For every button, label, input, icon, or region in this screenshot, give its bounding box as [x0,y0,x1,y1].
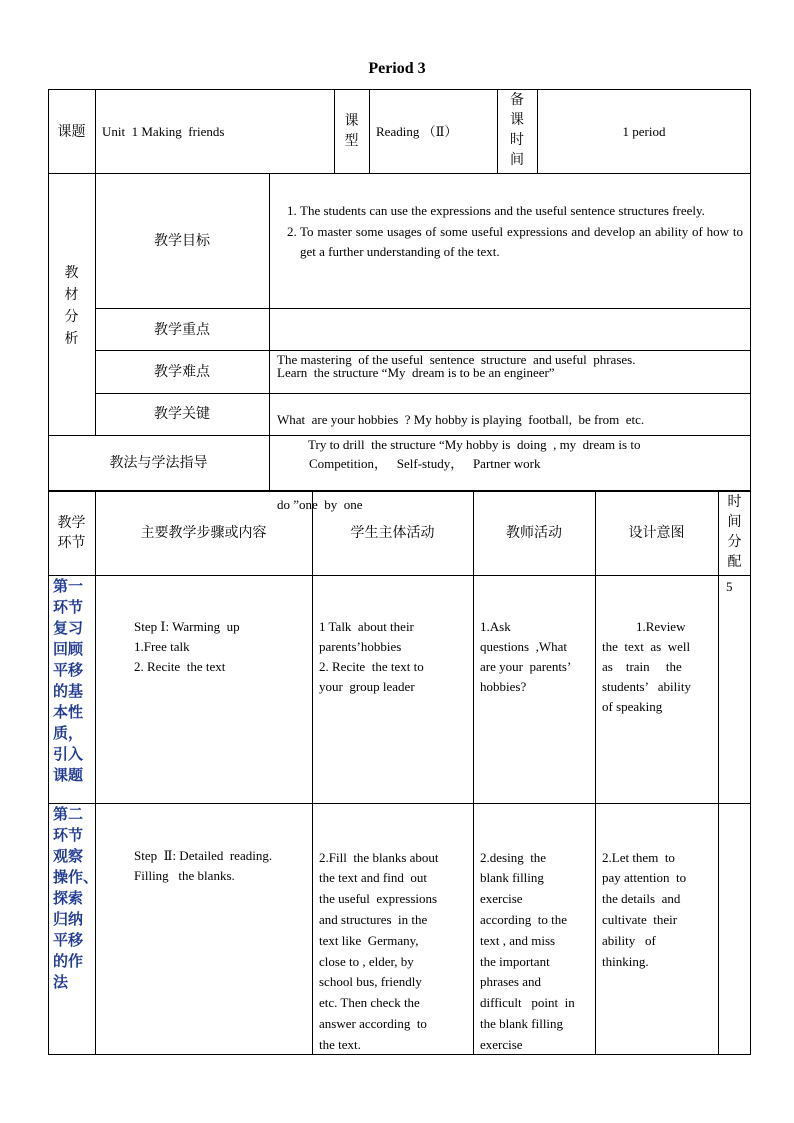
col-time-header: 时 间 分 配 [727,494,742,570]
methods-label: 教法与学法指导 [109,455,208,471]
stage-2-content: Step Ⅱ: Detailed reading. Filling the blanks. [134,848,273,883]
stage-1-content: Step Ⅰ: Warming up 1.Free talk 2. Recite the text [134,619,240,674]
goals-label: 教学目标 [154,233,210,249]
stage-1-teacher-activity: 1.Ask questions ,What are your parents’ hobbies? [480,619,572,694]
critical-points-label: 教学关键 [154,406,210,422]
topic-value: Unit 1 Making friends [102,124,225,139]
stage-2-teacher-activity: 2.desing the blank filling exercise according to the text , and miss the important phrases and difficult point in the blank filling exercise [480,849,575,1052]
page-title: Period 3 [368,60,426,77]
methods-value: Competition， Self-study， Partner work [309,456,541,471]
stage-2-student-activity: 2.Fill the blanks about the text and find out the useful expressions and structures in the text like Germany, close to , elder, by school bus, friendly etc. Then check the answer according to the text. [319,849,439,1052]
col-stage-header: 教学 环节 [57,515,86,551]
goals-list [276,201,743,263]
goal-item: 2. To master some usages of some useful expressions and develop an ability of how to get a further understanding of the text. [300,222,743,263]
critical-points-text: Try to drill the structure “My hobby is doing , my dream is to do ”one by one [277,437,641,512]
stage-1-student-activity: 1 Talk about their parents’hobbies 2. Recite the text to your group leader [319,619,424,694]
col-student-header: 学生主体活动 [350,525,435,541]
key-points-label: 教学重点 [154,322,210,338]
stage-2-design-purpose: 2.Let them to pay attention to the details and cultivate their ability of thinking. [602,849,687,969]
col-purpose-header: 设计意图 [628,525,685,541]
difficult-points-label: 教学难点 [154,364,210,380]
difficult-points-text: Learn the structure “My dream is to be an engineer” [277,365,555,380]
key-points-text: The mastering of the useful sentence structure and useful phrases. What are your hobbies ? My hobby is playing football, be from etc. [277,352,645,427]
prep-time-label: 备 课 时 间 [510,92,524,168]
stage-1-label: 第一 环节 复习 回顾 平移 的基 本性 质， 引入 课题 [53,577,84,784]
col-teacher-header: 教师活动 [506,525,562,541]
col-content-header: 主要教学步骤或内容 [140,525,267,541]
prep-time-value: 1 period [622,124,666,139]
type-value: Reading （Ⅱ） [376,124,458,139]
type-label: 课 型 [344,113,359,149]
analysis-section-label: 教 材 分 析 [64,265,79,347]
topic-label: 课题 [57,124,86,140]
stage-1-design-purpose: 1.Review the text as well as train the students’ ability of speaking [602,619,691,714]
stage-2-label: 第二 环节 观察 操作、 探索 归纳 平移 的作 法 [53,805,99,991]
stage-1-time: 5 [726,579,733,594]
goal-item: 1. The students can use the expressions and the useful sentence structures freely. [300,201,743,222]
